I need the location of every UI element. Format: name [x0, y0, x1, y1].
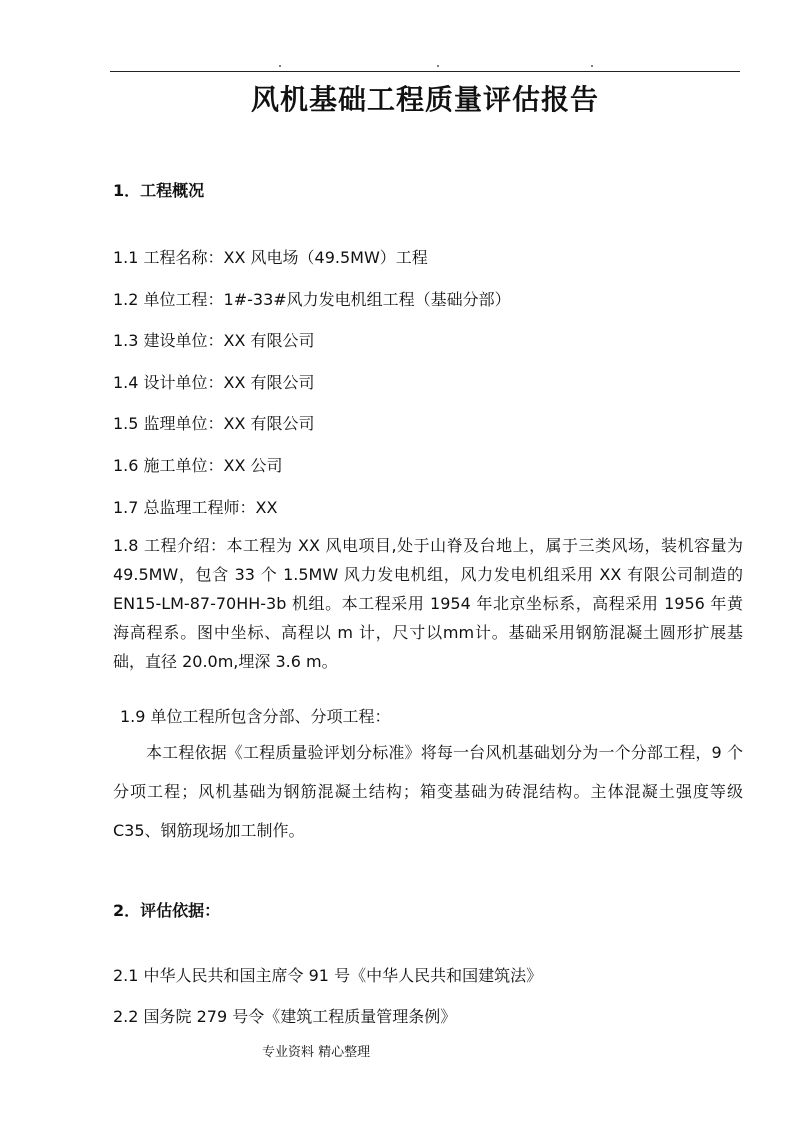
item-1-4: 1.4 设计单位：XX 有限公司	[113, 373, 315, 392]
header-dots	[0, 62, 794, 70]
item-1-1: 1.1 工程名称：XX 风电场（49.5MW）工程	[113, 248, 428, 267]
item-1-7: 1.7 总监理工程师：XX	[113, 498, 278, 517]
item-2-1: 2.1 中华人民共和国主席令 91 号《中华人民共和国建筑法》	[113, 966, 543, 985]
item-1-8-intro: 1.8 工程介绍：本工程为 XX 风电项目,处于山脊及台地上，属于三类风场，装机容量为 49.5MW，包含 33 个 1.5MW 风力发电机组，风力发电机组采用 XX 有限公司制造的 EN15-LM-87-70HH-3b 机组。本工程采用 1954 年北京坐标系，高程采用 1956 年黄海高程系。图中坐标、高程以 m 计，尺寸以mm计。基础采用钢筋混凝土圆形扩展基础，直径 20.0m,埋深 3.6 m。	[113, 536, 743, 671]
item-1-9-paragraph: 本工程依据《工程质量验评划分标准》将每一台风机基础划分为一个分部工程，9 个分项工程；风机基础为钢筋混凝土结构；箱变基础为砖混结构。主体混凝土强度等级 C35、钢筋现场加工制作。	[113, 743, 743, 840]
item-1-9-heading: 1.9 单位工程所包含分部、分项工程：	[120, 707, 391, 726]
section-1-heading: 1．工程概况	[113, 181, 205, 200]
footer-text: 专业资料 精心整理	[262, 1045, 371, 1060]
item-1-6: 1.6 施工单位：XX 公司	[113, 456, 283, 475]
header-rule	[110, 71, 740, 72]
item-1-3: 1.3 建设单位：XX 有限公司	[113, 331, 315, 350]
item-2-2: 2.2 国务院 279 号令《建筑工程质量管理条例》	[113, 1007, 457, 1026]
item-1-5: 1.5 监理单位：XX 有限公司	[113, 414, 315, 433]
item-1-2: 1.2 单位工程：1#-33#风力发电机组工程（基础分部）	[113, 290, 511, 309]
section-2-heading: 2．评估依据：	[113, 901, 221, 920]
page-title: 风机基础工程质量评估报告	[250, 83, 599, 116]
